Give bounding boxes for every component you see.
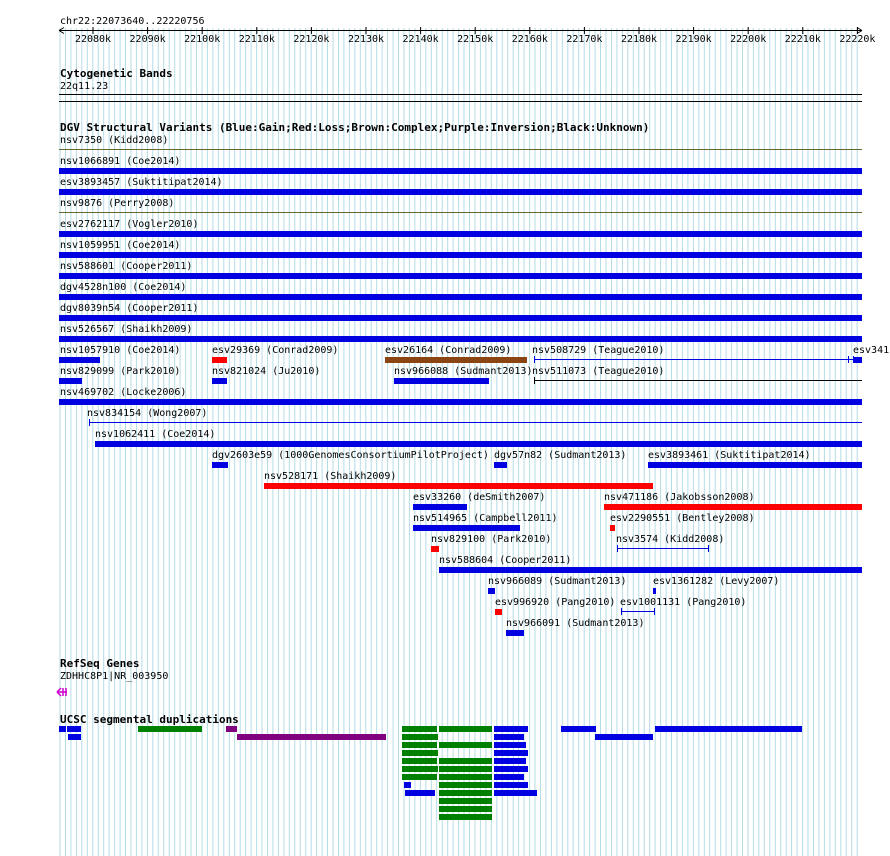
sv-feature-label[interactable]: nsv9876 (Perry2008) xyxy=(60,198,175,209)
segdup-block[interactable] xyxy=(439,782,492,788)
segdup-block[interactable] xyxy=(67,726,81,732)
sv-feature-end-mark xyxy=(708,545,709,552)
segdup-block[interactable] xyxy=(494,750,528,756)
sv-feature-bar[interactable] xyxy=(439,567,862,573)
sv-feature-bar[interactable] xyxy=(394,378,489,384)
sv-feature-label[interactable]: esv26164 (Conrad2009) xyxy=(385,345,512,356)
sv-feature-label[interactable]: nsv821024 (Ju2010) xyxy=(212,366,321,377)
segdup-block[interactable] xyxy=(494,790,537,796)
sv-feature-bar[interactable] xyxy=(59,252,862,258)
sv-feature-span[interactable] xyxy=(621,611,654,612)
sv-feature-bar[interactable] xyxy=(604,504,862,510)
segdup-block[interactable] xyxy=(494,726,528,732)
segdup-block[interactable] xyxy=(439,766,492,772)
segdup-block[interactable] xyxy=(405,790,435,796)
segdup-block[interactable] xyxy=(439,814,492,820)
sv-feature-bar[interactable] xyxy=(59,231,862,237)
sv-feature-label[interactable]: nsv1062411 (Coe2014) xyxy=(95,429,216,440)
ruler-tick-label: 22100k xyxy=(184,34,221,45)
sv-feature-bar[interactable] xyxy=(648,462,862,468)
ruler-tick-label: 22080k xyxy=(74,34,112,45)
sv-feature-label[interactable]: esv1361282 (Levy2007) xyxy=(653,576,780,587)
ruler-tick-label: 22090k xyxy=(129,34,166,45)
sv-feature-label[interactable]: esv996920 (Pang2010) xyxy=(495,597,616,608)
segdup-block[interactable] xyxy=(402,734,438,740)
sv-feature-label[interactable]: esv3893457 (Suktitipat2014) xyxy=(60,177,223,188)
sv-feature-label[interactable]: nsv1066891 (Coe2014) xyxy=(60,156,181,167)
sv-feature-label[interactable]: nsv7350 (Kidd2008) xyxy=(60,135,169,146)
sv-feature-span[interactable] xyxy=(534,359,856,360)
sv-feature-bar[interactable] xyxy=(59,294,862,300)
sv-feature-bar[interactable] xyxy=(59,399,862,405)
segdup-block[interactable] xyxy=(402,742,437,748)
sv-feature-label[interactable]: nsv511073 (Teague2010) xyxy=(532,366,665,377)
sv-feature-bar[interactable] xyxy=(494,462,507,468)
segdup-block[interactable] xyxy=(402,774,437,780)
sv-feature-end-mark xyxy=(621,608,622,615)
segdup-track-title[interactable]: UCSC segmental duplications xyxy=(60,713,239,726)
sv-feature-bar[interactable] xyxy=(610,525,615,531)
sv-feature-label[interactable]: nsv829099 (Park2010) xyxy=(60,366,181,377)
sv-feature-label[interactable]: nsv3574 (Kidd2008) xyxy=(616,534,725,545)
cytoband-line-top xyxy=(59,94,862,95)
sv-feature-label[interactable]: nsv508729 (Teague2010) xyxy=(532,345,665,356)
segdup-block[interactable] xyxy=(494,742,526,748)
sv-feature-label[interactable]: dgv57n82 (Sudmant2013) xyxy=(494,450,627,461)
sv-feature-end-mark xyxy=(534,356,535,363)
ruler-tick-label: 22140k xyxy=(402,34,439,45)
track-row-separator xyxy=(59,212,862,213)
segdup-block[interactable] xyxy=(595,734,653,740)
sv-feature-bar[interactable] xyxy=(212,462,228,468)
sv-feature-bar[interactable] xyxy=(385,357,527,363)
sv-feature-label[interactable]: nsv1057910 (Coe2014) xyxy=(60,345,181,356)
track-row-separator xyxy=(59,149,862,150)
segdup-block[interactable] xyxy=(439,726,492,732)
segdup-block[interactable] xyxy=(68,734,81,740)
sv-feature-bar[interactable] xyxy=(495,609,502,615)
sv-feature-bar[interactable] xyxy=(488,588,495,594)
ruler-tick-label: 22160k xyxy=(511,34,548,45)
ruler-tick-label: 22190k xyxy=(675,34,712,45)
sv-feature-bar[interactable] xyxy=(59,357,100,363)
gene-strand-arrow-icon[interactable] xyxy=(56,682,68,692)
cytoband-label: 22q11.23 xyxy=(60,81,109,92)
segdup-block[interactable] xyxy=(439,806,492,812)
ruler-tick-label: 22210k xyxy=(784,34,821,45)
ruler-tick-label: 22220k xyxy=(839,34,876,45)
sv-feature-bar[interactable] xyxy=(212,357,227,363)
sv-feature-bar[interactable] xyxy=(212,378,227,384)
sv-feature-label[interactable]: nsv588601 (Cooper2011) xyxy=(60,261,193,272)
sv-feature-span[interactable] xyxy=(617,548,708,549)
sv-feature-span[interactable] xyxy=(534,380,862,381)
sv-feature-end-mark xyxy=(848,356,849,363)
ruler-tick-label: 22170k xyxy=(566,34,603,45)
sv-feature-label[interactable]: nsv834154 (Wong2007) xyxy=(87,408,208,419)
sv-feature-bar[interactable] xyxy=(59,273,862,279)
segdup-block[interactable] xyxy=(237,734,386,740)
sv-feature-bar[interactable] xyxy=(59,336,862,342)
sv-feature-label[interactable]: esv341 xyxy=(853,345,890,356)
segdup-block[interactable] xyxy=(494,782,528,788)
sv-feature-label[interactable]: nsv829100 (Park2010) xyxy=(431,534,552,545)
sv-feature-bar[interactable] xyxy=(59,315,862,321)
segdup-block[interactable] xyxy=(494,766,528,772)
sv-feature-label[interactable]: nsv966091 (Sudmant2013) xyxy=(506,618,645,629)
ruler-tick-label: 22180k xyxy=(620,34,658,45)
sv-feature-label[interactable]: nsv471186 (Jakobsson2008) xyxy=(604,492,755,503)
sv-feature-bar[interactable] xyxy=(413,525,520,531)
segdup-block[interactable] xyxy=(439,798,492,804)
segdup-block[interactable] xyxy=(439,790,492,796)
sv-feature-bar[interactable] xyxy=(59,168,862,174)
sv-feature-label[interactable]: esv1001131 (Pang2010) xyxy=(620,597,747,608)
segdup-block[interactable] xyxy=(439,774,492,780)
sv-feature-label[interactable]: dgv4528n100 (Coe2014) xyxy=(60,282,187,293)
sv-feature-label[interactable]: nsv514965 (Campbell2011) xyxy=(413,513,558,524)
sv-feature-end-mark xyxy=(534,377,535,384)
sv-feature-label[interactable]: esv29369 (Conrad2009) xyxy=(212,345,339,356)
segdup-block[interactable] xyxy=(404,782,411,788)
sv-feature-bar[interactable] xyxy=(653,588,656,594)
ruler-tick-label: 22110k xyxy=(238,34,275,45)
segdup-block[interactable] xyxy=(402,750,438,756)
sv-feature-span[interactable] xyxy=(89,422,862,423)
sv-feature-bar[interactable] xyxy=(59,378,82,384)
sv-feature-label[interactable]: nsv528171 (Shaikh2009) xyxy=(264,471,397,482)
sv-feature-label[interactable]: esv33260 (deSmith2007) xyxy=(413,492,546,503)
segdup-block[interactable] xyxy=(494,734,524,740)
segdup-block[interactable] xyxy=(494,774,524,780)
segdup-block[interactable] xyxy=(655,726,802,732)
segdup-block[interactable] xyxy=(439,758,492,764)
sv-feature-bar[interactable] xyxy=(431,546,439,552)
ruler-tick-label: 22120k xyxy=(293,34,330,45)
sv-feature-bar[interactable] xyxy=(413,504,467,510)
ruler-tick-label: 22200k xyxy=(730,34,767,45)
segdup-block[interactable] xyxy=(59,726,66,732)
dgv-track-title[interactable]: DGV Structural Variants (Blue:Gain;Red:Loss;Brown:Complex;Purple:Inversion;Black:Unknown) xyxy=(60,121,650,134)
sv-feature-label[interactable]: nsv966088 (Sudmant2013) xyxy=(394,366,533,377)
sv-feature-label[interactable]: esv2762117 (Vogler2010) xyxy=(60,219,199,230)
sv-feature-label[interactable]: nsv469702 (Locke2006) xyxy=(60,387,187,398)
sv-feature-bar[interactable] xyxy=(506,630,524,636)
segdup-block[interactable] xyxy=(138,726,202,732)
sv-feature-label[interactable]: dgv2603e59 (1000GenomesConsortiumPilotProject) xyxy=(212,450,489,461)
sv-feature-bar[interactable] xyxy=(59,189,862,195)
sv-feature-label[interactable]: esv3893461 (Suktitipat2014) xyxy=(648,450,811,461)
sv-feature-label[interactable]: nsv966089 (Sudmant2013) xyxy=(488,576,627,587)
cytoband-track-title[interactable]: Cytogenetic Bands xyxy=(60,67,173,80)
sv-feature-end-mark xyxy=(89,419,90,426)
segdup-block[interactable] xyxy=(494,758,526,764)
segdup-block[interactable] xyxy=(561,726,596,732)
ruler-tick-label: 22130k xyxy=(347,34,385,45)
segdup-block[interactable] xyxy=(226,726,237,732)
sv-feature-label[interactable]: nsv1059951 (Coe2014) xyxy=(60,240,181,251)
sv-feature-bar[interactable] xyxy=(264,483,653,489)
refseq-gene-label[interactable]: ZDHHC8P1|NR_003950 xyxy=(60,671,169,682)
sv-feature-bar[interactable] xyxy=(853,357,862,363)
cytoband-line-bottom xyxy=(59,101,862,102)
sv-feature-label[interactable]: esv2290551 (Bentley2008) xyxy=(610,513,755,524)
ruler-tick-label: 22150k xyxy=(457,34,494,45)
segdup-block[interactable] xyxy=(402,726,437,732)
segdup-block[interactable] xyxy=(402,766,438,772)
refseq-track-title[interactable]: RefSeq Genes xyxy=(60,657,140,670)
sv-feature-bar[interactable] xyxy=(95,441,862,447)
sv-feature-label[interactable]: nsv526567 (Shaikh2009) xyxy=(60,324,193,335)
segdup-block[interactable] xyxy=(439,742,492,748)
ruler-range-label: chr22:22073640..22220756 xyxy=(60,16,205,27)
segdup-block[interactable] xyxy=(402,758,437,764)
sv-feature-end-mark xyxy=(654,608,655,615)
sv-feature-end-mark xyxy=(617,545,618,552)
sv-feature-label[interactable]: dgv8039n54 (Cooper2011) xyxy=(60,303,199,314)
sv-feature-label[interactable]: nsv588604 (Cooper2011) xyxy=(439,555,572,566)
